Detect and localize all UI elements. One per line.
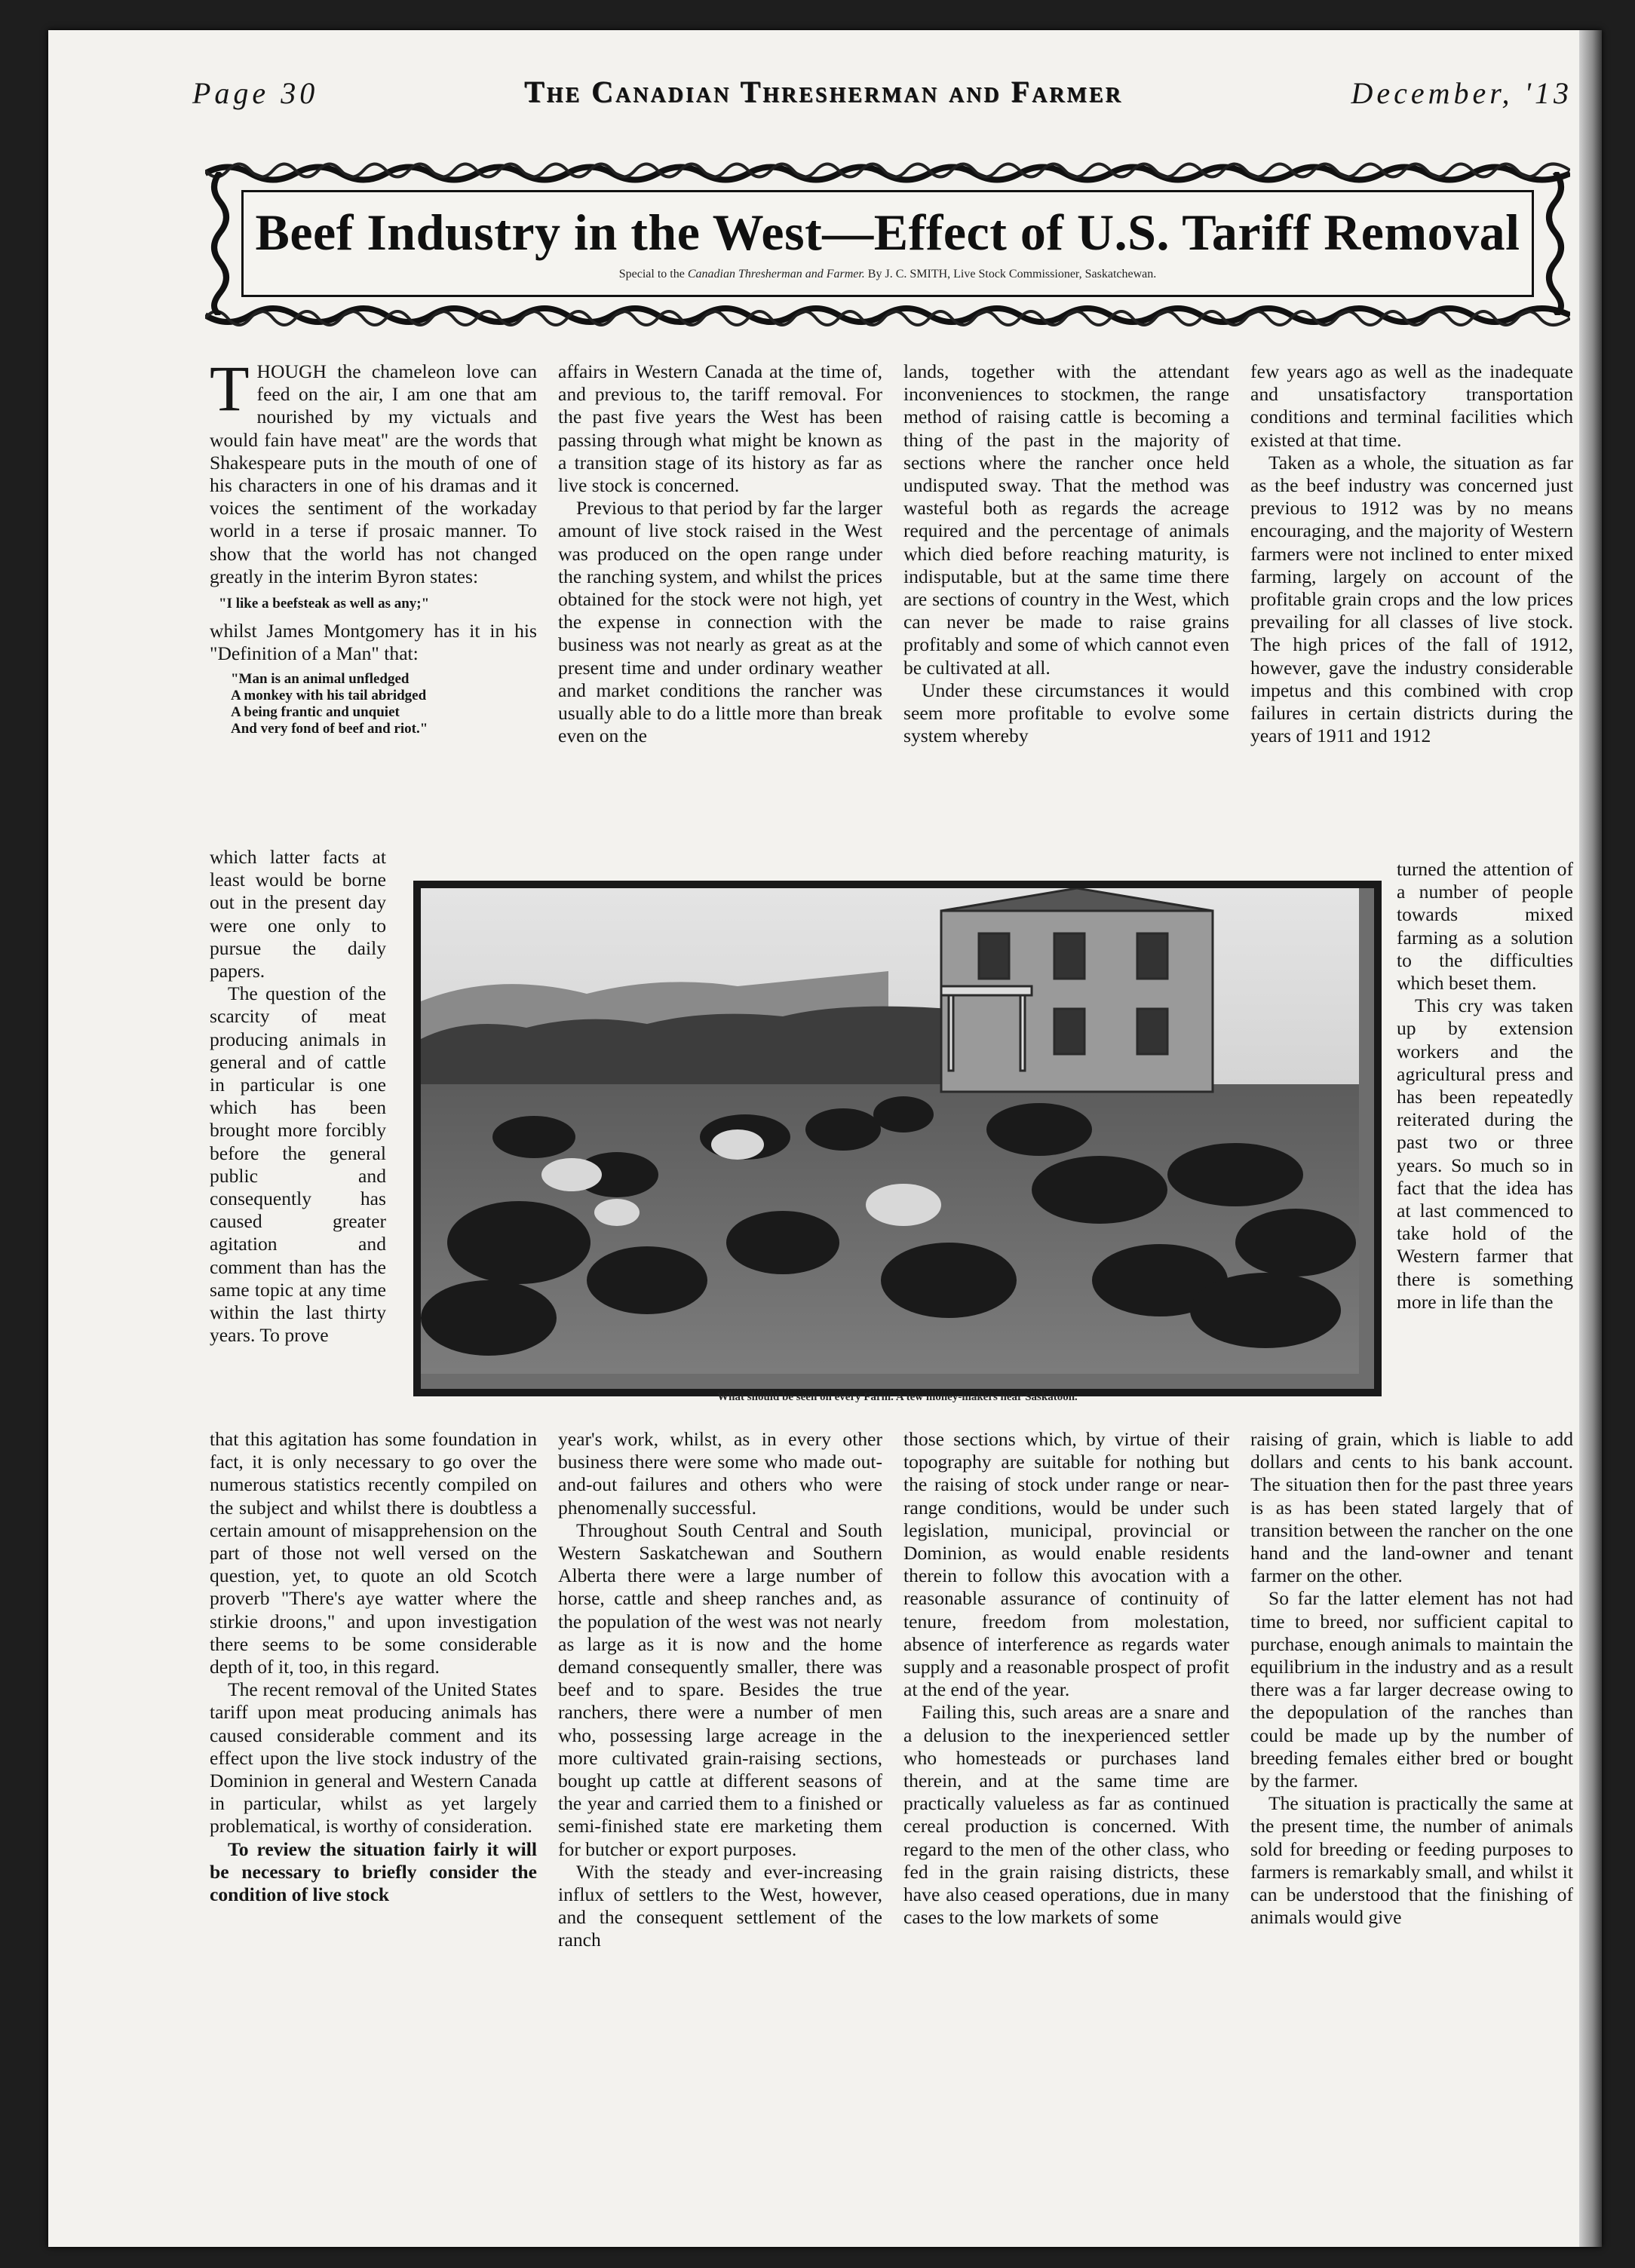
article-byline [244,268,1532,281]
farm-cattle-photo [413,881,1382,1396]
paragraph: year's work, whilst, as in every other business there were some who made out-and-out failures and others who were phenomenally successful. [558,1428,882,1519]
paragraph: The question of the scarcity of meat producing animals in general and of cattle in particular is one which has been brought more forcibly before the general public and consequently has caused greater agitation and comment than has the same topic at any time within the last thirty years. To prove [210,982,386,1347]
photo-image [421,888,1359,1374]
column-3-top [903,360,1229,747]
byline-special: Special to the [618,268,688,280]
vine-border-top [205,157,1570,187]
photo-caption: What should be seen on every Farm. A tew money-makers near Saskatoon. [717,1391,1078,1403]
paragraph: The recent removal of the United States tariff upon meat producing animals has caused considerable comment and its effect upon the live stock industry of the Dominion in general and Western Canada in particular, whilst as yet largely problematical, is worthy of consideration. [210,1678,537,1837]
paragraph: affairs in Western Canada at the time of, and previous to, the tariff removal. For the past five years the West has been passing through what might be known as a transition stage of its history as far as live stock is concerned. [558,360,882,497]
byline-magazine: Canadian Thresherman and Farmer. [687,268,865,280]
column-2-top [558,360,882,747]
paragraph: Previous to that period by far the larger amount of live stock raised in the West was produced on the open range under the ranching system, and whilst the prices obtained for the stock were not high, yet the expense in connection with the business was not nearly as great as at the present time and under ordinary weather and market conditions the rancher was usually able to do a little more than break even on the [558,497,882,747]
page-number: Page 30 [192,76,319,110]
drop-cap: T [210,352,250,424]
paragraph: turned the attention of a number of people towards mixed farming as a solution to the difficulties which beset them. [1397,858,1573,995]
paragraph-text: HOUGH the chameleon love can feed on the air, I am one that am nourished by my victuals and would fain have meat" are the words that Shakespeare puts in the mouth of one of his characters in one of his dramas and it voices the sentiment of the workaday world in a terse if prosaic manner. To show that the world has not changed greatly in the interim Byron states: [210,360,537,587]
paragraph: Throughout South Central and South Western Saskatchewan and Southern Alberta there were a large number of horse, cattle and sheep ranches and, as the population of the west was not nearly as large as it is now and the home demand consequently smaller, there was beef and to spare. Besides the true ranchers, there were a number of men who, possessing large acreage in the more cultivated grain-raising sections, bought up cattle at different seasons of the year and carried them to a finished or semi-finished state ere marketing them for butcher or export purposes. [558,1519,882,1860]
column-4-narrow [1397,858,1573,1313]
paragraph [210,352,537,588]
paragraph: This cry was taken up by extension workers and the agricultural press and has been repeatedly reiterated during the past two or three years. So much so in fact that the idea has at last commenced to take hold of the Western farmer that there is something more in life than the [1397,995,1573,1313]
paragraph: which latter facts at least would be borne out in the present day were one only to pursue the daily papers. [210,846,386,982]
farmhouse [941,888,1213,1092]
vine-border-left [205,172,235,315]
verse-line: "Man is an animal unfledged [231,671,410,688]
verse-line: A monkey with his tail abridged [231,688,427,704]
column-1-narrow [210,846,386,1347]
paragraph: raising of grain, which is liable to add dollars and cents to his bank account. The situation then for the past three years is as has been stated largely that of transition between the rancher on the one hand and the land-owner and tenant farmer on the other. [1250,1428,1573,1587]
vine-border-bottom [205,300,1570,330]
byline-author: By J. C. SMITH, Live Stock Commissioner, Saskatchewan. [864,268,1157,280]
paragraph: whilst James Montgomery has it in his "Definition of a Man" that: [210,620,537,665]
paragraph: The situation is practically the same at the present time, the number of animals sold for breeding or feeding purposes to farmers is remarkably small, and whilst it can be understood that the finishing of animals would give [1250,1792,1573,1929]
title-box [241,190,1534,297]
paragraph: that this agitation has some foundation in fact, it is only necessary to go over the numerous statistics recently compiled on the subject and whilst there is doubtless a certain amount of misapprehension on the part of those not well versed on the question, yet, to quote an old Scotch proverb "There's aye watter where the stirkie droons," and upon investigation there seems to be some considerable depth of it, too, in this regard. [210,1428,537,1678]
paragraph: Taken as a whole, the situation as far as the beef industry was concerned just previous to 1912 was by no means encouraging, and the majority of Western farmers were not inclined to enter mixed farming, largely on account of the profitable grain crops and the low prices prevailing for all classes of live stock. The high prices of the fall of 1912, however, gave the industry considerable impetus and this combined with crop failures in certain districts during the years of 1911 and 1912 [1250,451,1573,747]
article-title: Beef Industry in the West—Effect of U.S. Tariff Removal [255,204,1520,261]
verse-line: A being frantic and unquiet [231,704,400,721]
paragraph: those sections which, by virtue of their topography are suitable for nothing but the raising of stock under range or near-range conditions, would be under such legislation, municipal, provincial or Dominion, as would enable residents therein to follow this avocation with a reasonable assurance of continuity of tenure, freedom from molestation, absence of interference as regards water supply and a reasonable prospect of profit at the end of the year. [903,1428,1229,1701]
column-1-top [210,352,537,743]
quote-montgomery [231,671,537,737]
verse-line: And very fond of beef and riot." [231,721,428,737]
column-1-bottom [210,1428,537,1906]
paragraph: With the steady and ever-increasing influx of settlers to the West, however, and the consequent settlement of the ranch [558,1860,882,1951]
column-4-bottom [1250,1428,1573,1929]
paragraph: lands, together with the attendant inconveniences to stockmen, the range method of raising cattle is becoming a thing of the past in the majority of sections where the rancher once held undisputed sway. That the method was wasteful both as regards the acreage required and the percentage of animals which died before reaching maturity, is indisputable, but at the same time there are sections of country in the West, which can never be made to raise grains profitably and some of which cannot even be cultivated at all. [903,360,1229,679]
paragraph: Under these circumstances it would seem more profitable to evolve some system whereby [903,679,1229,747]
column-2-bottom [558,1428,882,1952]
paragraph: few years ago as well as the inadequate and unsatisfactory transportation conditions and terminal facilities which existed at that time. [1250,360,1573,451]
vine-border-right [1540,172,1570,315]
paragraph: Failing this, such areas are a snare and a delusion to the inexperienced settler who homesteads or purchases land therein, and at the same time are practically valueless as far as continued cereal production is concerned. With regard to the men of the other class, who fed in the grain raising districts, these have also ceased operations, due in many cases to the low markets of some [903,1701,1229,1929]
paragraph: So far the latter element has not had time to breed, nor sufficient capital to purchase, enough animals to maintain the equilibrium in the industry and as a result there was a far larger decrease owing to the depopulation of the ranches than could be made up by the number of breeding females either bred or bought by the farmer. [1250,1587,1573,1792]
running-header [192,53,1572,110]
issue-date: December, '13 [1351,76,1572,110]
title-banner [205,157,1570,330]
quote-byron: "I like a beefsteak as well as any;" [219,596,430,612]
column-3-bottom [903,1428,1229,1929]
page-binding-edge [1579,30,1602,2247]
column-4-top [1250,360,1573,747]
paragraph: To review the situation fairly it will be necessary to briefly consider the condition of live stock [210,1837,537,1906]
masthead: The Canadian Thresherman and Farmer [524,75,1123,109]
